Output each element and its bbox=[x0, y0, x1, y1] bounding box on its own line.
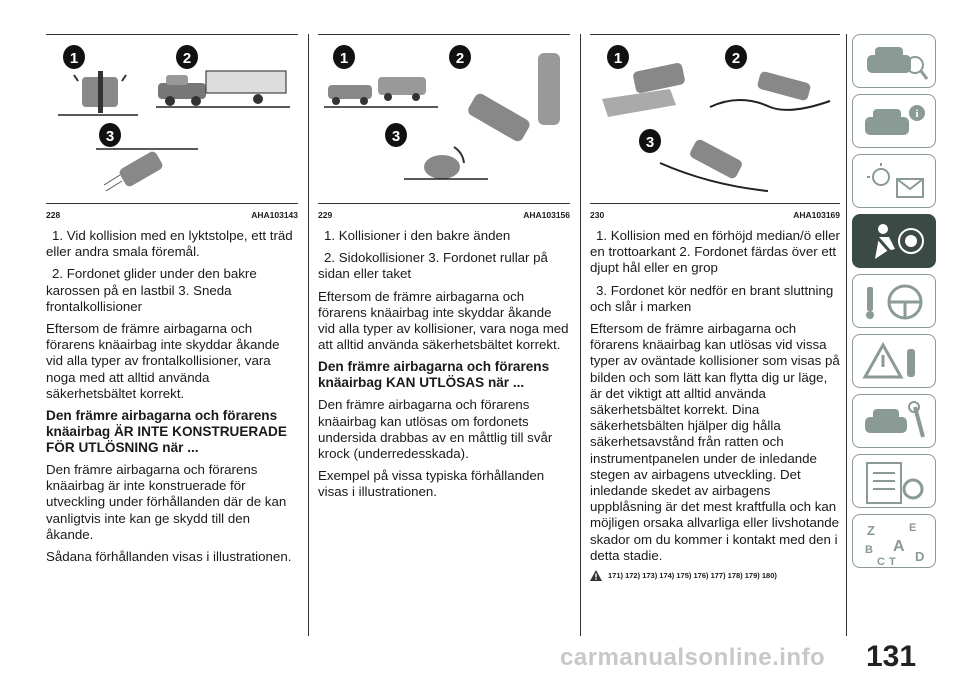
figure-number: 230 bbox=[590, 210, 605, 220]
svg-text:i: i bbox=[915, 108, 919, 120]
tab-car-info[interactable] bbox=[852, 34, 936, 88]
svg-text:2: 2 bbox=[731, 50, 741, 67]
paragraph: 1. Kollisioner i den bakre änden bbox=[324, 228, 511, 243]
curb-collision-drawing bbox=[602, 62, 686, 117]
section-heading: Den främre airbagarna och förarens knäairbag KAN UTLÖSAS när ... bbox=[318, 359, 550, 391]
paragraph: Eftersom de främre airbagarna och förarens knäairbag inte skyddar åkande vid alla typer av frontalkollisioner, vara noga med att alltid använda säkerhetsbältet korrekt. bbox=[46, 321, 280, 401]
tab-emergency[interactable] bbox=[852, 334, 936, 388]
warning-triangle-icon bbox=[590, 570, 602, 581]
figure-code: AHA103143 bbox=[251, 210, 298, 220]
figure-number: 229 bbox=[318, 210, 333, 220]
svg-text:3: 3 bbox=[105, 128, 115, 145]
illustration-229 bbox=[318, 34, 570, 204]
paragraph: Den främre airbagarna och förarens knäairbag kan utlösas om fordonets undersida drabbas av en måttlig till svår krock (underredesskada). bbox=[318, 397, 553, 462]
car-pole-drawing bbox=[58, 71, 138, 115]
illustration-228 bbox=[46, 34, 298, 204]
svg-text:1: 1 bbox=[69, 50, 79, 67]
badge-1 bbox=[333, 45, 355, 69]
column-2 bbox=[318, 34, 570, 507]
safety-airbag-icon bbox=[853, 215, 937, 269]
starting-driving-icon bbox=[853, 275, 937, 329]
chapter-sidebar bbox=[852, 34, 936, 574]
column-divider bbox=[580, 34, 581, 636]
svg-text:1: 1 bbox=[339, 50, 349, 67]
column-3 bbox=[590, 34, 840, 581]
paragraph: 2. Sidokollisioner 3. Fordonet rullar på sidan eller taket bbox=[318, 250, 548, 282]
paragraph: 1. Kollision med en förhöjd median/ö eller en trottoarkant 2. Fordonet färdas över ett djupt hål eller en grop bbox=[590, 228, 840, 276]
paragraph: Eftersom de främre airbagarna och förarens knäairbag inte skyddar åkande vid alla typer av kollisioner, vara noga med att alltid använda säkerhetsbältet korrekt. bbox=[318, 288, 569, 353]
sidebar-divider bbox=[846, 34, 847, 636]
page-number: 131 bbox=[866, 640, 917, 673]
badge-3 bbox=[385, 123, 407, 147]
badge-1 bbox=[63, 45, 85, 69]
pothole-drawing bbox=[710, 71, 830, 110]
tab-technical-data[interactable] bbox=[852, 454, 936, 508]
maintenance-icon bbox=[853, 395, 937, 449]
badge-2 bbox=[725, 45, 747, 69]
tab-maintenance[interactable] bbox=[852, 394, 936, 448]
technical-data-icon bbox=[853, 455, 937, 509]
figure-caption-230 bbox=[590, 210, 840, 220]
paragraph: Eftersom de främre airbagarna och förarens knäairbag kan utlösas vid vissa typer av oväntade kollisioner som visas på bilden och som lätt kan flytta dig ur läge, är det viktigt att alltid använda säkerhetsbältet korrekt. Dina säkerhetsbälten hjälper dig hålla säkerhetsavstånd från ratten och instrumentpanelen under de inledande stegen av airbagens utveckling. Det inledande skedet av airbagens uppblåsning är det mest kraftfulla och kan möjligen orsaka allvarliga eller livshotande skador om du kommer i kontakt med den i detta stadie. bbox=[590, 321, 840, 563]
tab-lights-messages[interactable] bbox=[852, 154, 936, 208]
svg-text:C: C bbox=[877, 556, 885, 568]
svg-text:D: D bbox=[915, 549, 925, 564]
figure-number: 228 bbox=[46, 210, 61, 220]
svg-text:A: A bbox=[893, 538, 905, 555]
badge-2 bbox=[449, 45, 471, 69]
steep-slope-drawing bbox=[660, 138, 768, 191]
badge-3 bbox=[639, 129, 661, 153]
paragraph: Sådana förhållanden visas i illustrationen. bbox=[46, 549, 292, 565]
lights-messages-icon bbox=[853, 155, 937, 209]
paragraph: Exempel på vissa typiska förhållanden visas i illustrationen. bbox=[318, 468, 545, 500]
svg-text:2: 2 bbox=[455, 50, 465, 67]
paragraph: 1. Vid kollision med en lyktstolpe, ett träd eller andra smala föremål. bbox=[46, 228, 293, 260]
svg-text:E: E bbox=[909, 522, 917, 534]
collision-illustration-230 bbox=[590, 35, 840, 203]
svg-text:B: B bbox=[865, 544, 873, 556]
illustration-230 bbox=[590, 34, 840, 204]
emergency-icon bbox=[853, 335, 937, 389]
tab-safety[interactable] bbox=[852, 214, 936, 268]
collision-illustration-229 bbox=[318, 35, 570, 203]
rollover-drawing bbox=[404, 147, 488, 179]
warning-references bbox=[590, 570, 840, 581]
car-info-icon bbox=[853, 35, 937, 89]
watermark: carmanualsonline.info bbox=[560, 644, 826, 671]
section-heading: Den främre airbagarna och förarens knäairbag ÄR INTE KONSTRUERADE FÖR UTLÖSNING när ... bbox=[46, 408, 287, 456]
tab-starting-driving[interactable] bbox=[852, 274, 936, 328]
svg-text:T: T bbox=[889, 556, 896, 568]
svg-text:3: 3 bbox=[645, 134, 655, 151]
paragraph: 2. Fordonet glider under den bakre karossen på en lastbil 3. Sneda frontalkollisioner bbox=[46, 266, 257, 314]
collision-illustration-228 bbox=[46, 35, 298, 203]
paragraph: Den främre airbagarna och förarens knäairbag är inte konstruerade för utveckling under förhållanden där de kan vanligtvis inte kan ge skydd till den åkande. bbox=[46, 462, 287, 542]
column-divider bbox=[308, 34, 309, 636]
paragraph: 3. Fordonet kör nedför en brant sluttning och slår i marken bbox=[590, 282, 834, 314]
svg-text:Z: Z bbox=[867, 523, 875, 538]
badge-3 bbox=[99, 123, 121, 147]
side-impact-drawing bbox=[466, 53, 560, 143]
warning-numbers: 171) 172) 173) 174) 175) 176) 177) 178) 179) 180) bbox=[608, 571, 777, 581]
column-1 bbox=[46, 34, 298, 571]
figure-caption-229 bbox=[318, 210, 570, 220]
dashboard-info-icon bbox=[853, 95, 937, 149]
index-icon bbox=[853, 515, 937, 569]
figure-code: AHA103169 bbox=[793, 210, 840, 220]
badge-1 bbox=[607, 45, 629, 69]
truck-underride-drawing bbox=[156, 71, 290, 107]
oblique-collision-drawing bbox=[96, 149, 198, 191]
figure-code: AHA103156 bbox=[523, 210, 570, 220]
svg-text:1: 1 bbox=[613, 50, 623, 67]
tab-index[interactable] bbox=[852, 514, 936, 568]
svg-text:3: 3 bbox=[391, 128, 401, 145]
svg-text:2: 2 bbox=[182, 50, 192, 67]
figure-caption-228 bbox=[46, 210, 298, 220]
badge-2 bbox=[176, 45, 198, 69]
rear-end-drawing bbox=[324, 77, 438, 107]
tab-dashboard-info[interactable] bbox=[852, 94, 936, 148]
